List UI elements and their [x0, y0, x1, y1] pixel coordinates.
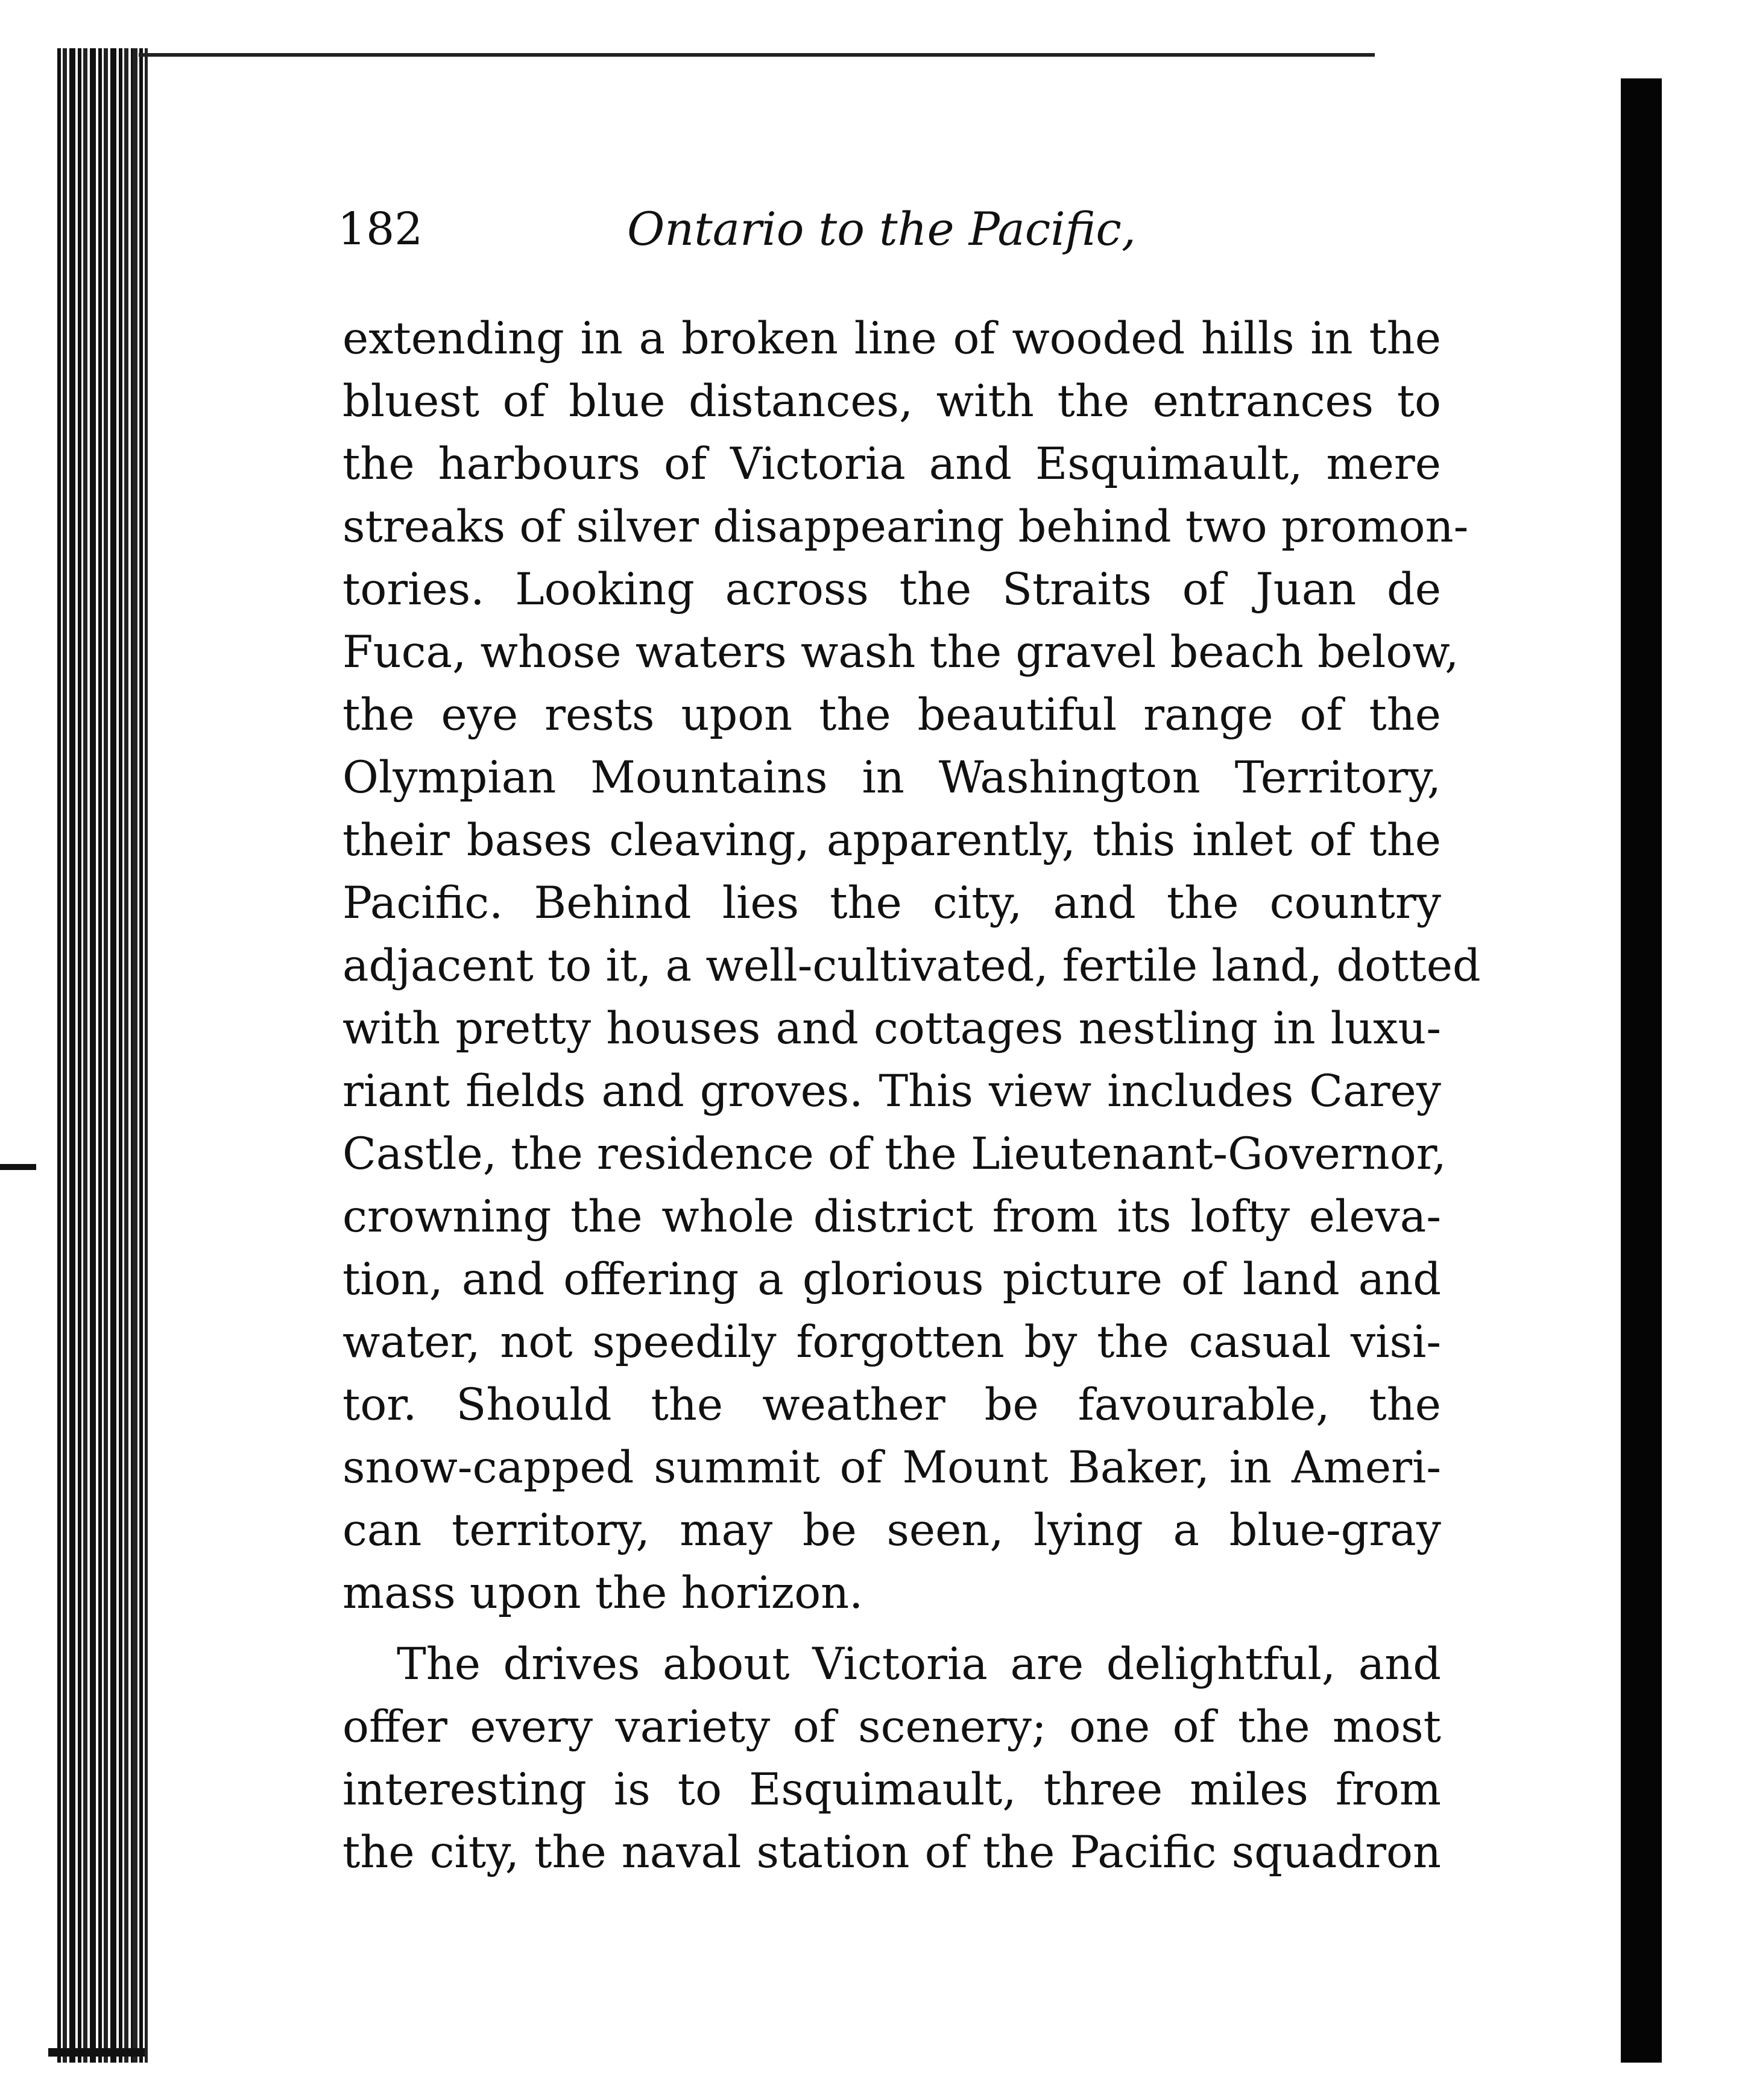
text-line: the harbours of Victoria and Esquimault, mere: [342, 438, 1441, 490]
text-line: the eye rests upon the beautiful range of the: [342, 689, 1441, 741]
text-line: interesting is to Esquimault, three miles from: [342, 1764, 1441, 1815]
paragraph-2: [342, 1633, 1441, 1884]
margin-mark: [0, 1164, 36, 1170]
text-line: can territory, may be seen, lying a blue-gray: [342, 1505, 1441, 1556]
text-line: offer every variety of scenery; one of the most: [342, 1701, 1441, 1753]
text-line: the city, the naval station of the Pacific squadron: [342, 1827, 1441, 1878]
page-body: [342, 308, 1481, 1884]
text-line: Pacific. Behind lies the city, and the country: [342, 878, 1441, 929]
text-line: adjacent to it, a well-cultivated, fertile land, dotted: [342, 940, 1481, 991]
text-line: Castle, the residence of the Lieutenant-Governor,: [342, 1128, 1447, 1180]
text-line: tor. Should the weather be favourable, the: [342, 1379, 1441, 1431]
page-header: [338, 199, 1483, 271]
text-line: Fuca, whose waters wash the gravel beach below,: [342, 627, 1459, 678]
text-line: tories. Looking across the Straits of Juan de: [342, 564, 1441, 615]
text-line: crowning the whole district from its lofty eleva-: [342, 1191, 1441, 1242]
text-line: water, not speedily forgotten by the casual visi-: [342, 1317, 1441, 1368]
right-edge-shadow: [1621, 78, 1662, 2063]
text-line: snow-capped summit of Mount Baker, in Ameri-: [342, 1442, 1441, 1493]
text-line: riant fields and groves. This view includes Carey: [342, 1066, 1441, 1117]
text-line: with pretty houses and cottages nestling in luxu-: [342, 1003, 1441, 1054]
paragraph-1: [342, 308, 1481, 1625]
bottom-edge-mark: [48, 2048, 145, 2057]
running-head: Ontario to the Pacific,: [627, 202, 1137, 256]
text-line: extending in a broken line of wooded hills in the: [342, 313, 1441, 364]
text-line: The drives about Victoria are delightful, and: [397, 1639, 1441, 1690]
text-line: tion, and offering a glorious picture of land and: [342, 1254, 1441, 1305]
binding-edge: [133, 48, 137, 2063]
page-top-edge: [139, 53, 1375, 57]
page-number: 182: [338, 203, 423, 255]
text-line: their bases cleaving, apparently, this inlet of the: [342, 815, 1441, 866]
text-line: streaks of silver disappearing behind two promon-: [342, 501, 1469, 552]
text-line: bluest of blue distances, with the entrances to: [342, 376, 1441, 427]
text-line: Olympian Mountains in Washington Territory,: [342, 752, 1441, 803]
text-line: mass upon the horizon.: [342, 1567, 863, 1619]
